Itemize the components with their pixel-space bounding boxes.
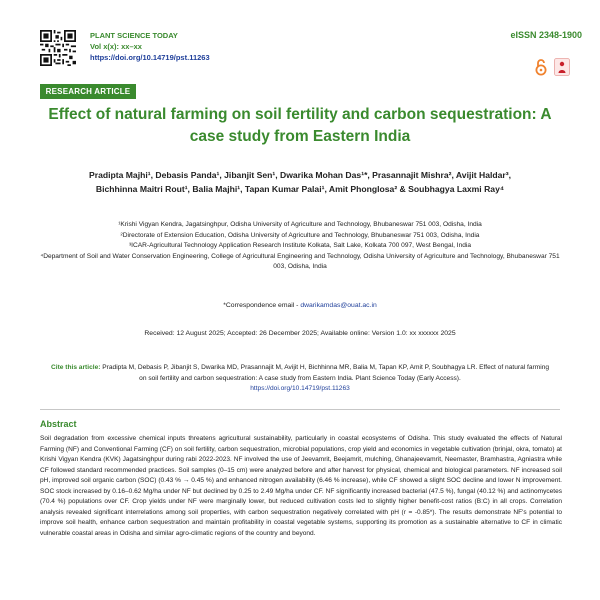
journal-info — [90, 30, 210, 63]
article-type-badge: RESEARCH ARTICLE — [40, 84, 136, 99]
abstract-heading: Abstract — [40, 419, 77, 429]
authors-line-1: Pradipta Majhi¹, Debasis Panda¹, Jibanjit Sen¹, Dwarika Mohan Das¹*, Prasannajit Mishra², Avijit Haldar³, — [89, 170, 511, 180]
affiliation-1: ¹Krishi Vigyan Kendra, Jagatsinghpur, Odisha University of Agriculture and Technology, Bhubaneswar 751 003, Odisha, India — [118, 221, 482, 228]
affiliation-3: ³ICAR-Agricultural Technology Application Research Institute Kolkata, Salt Lake, Kolkata 700 097, West Bengal, India — [128, 242, 472, 250]
open-access-icon[interactable] — [534, 58, 548, 76]
author-list — [50, 168, 550, 196]
journal-name: PLANT SCIENCE TODAY — [90, 31, 178, 40]
creative-commons-icon[interactable] — [554, 58, 570, 76]
article-title: Effect of natural farming on soil fertility and carbon sequestration: A case study from Eastern India — [48, 106, 552, 145]
affiliations — [40, 220, 560, 273]
header-doi-link[interactable]: https://doi.org/10.14719/pst.11263 — [90, 53, 210, 62]
qr-code-icon — [40, 30, 76, 66]
citation-block — [50, 363, 550, 395]
authors-line-2: Bichhinna Maitri Rout¹, Balia Majhi¹, Tapan Kumar Palai¹, Amit Phonglosa² & Soubhagya Laxmi Ray⁴ — [95, 184, 505, 194]
affiliation-2: ²Directorate of Extension Education, Odisha University of Agriculture and Technology, Bhubaneswar 751 003, Odisha, India — [120, 231, 480, 239]
correspondence — [40, 302, 560, 309]
journal-volume: Vol x(x): xx–xx — [90, 42, 142, 51]
publication-dates: Received: 12 August 2025; Accepted: 26 December 2025; Available online: Version 1.0: xx xxxxxx 2025 — [144, 330, 456, 337]
citation-text: Pradipta M, Debasis P, Jibanjit S, Dwarika MD, Prasannajit M, Avijit H, Bichhinna MR, Balia M, Tapan KP, Amit P, Soubhagya LR. Effect of natural farming on soil fertility and carbon sequestration: A case study from Eastern India. Plant Science Today (Early Access). — [100, 364, 550, 382]
correspondence-label: *Correspondence email - — [223, 302, 301, 309]
abstract-text: Soil degradation from excessive chemical inputs threatens agricultural sustainability, particularly in coastal ecosystems of Odisha. This study evaluated the effects of Natural Farming (NF) and Conventional Farming (CF) on soil fertility, carbon sequestration, microbial populations, crop yield and economics in vegetable cultivation (brinjal, okra, tomato) at Krishi Vigyan Kendra (KVK) Jagatsinghpur during rabi 2022-2023. NF involved the use of Jeevamrit, Beejamrit, mulching, Ghanajeevamrit, Neemaster, Bramhastra, Agniastra while CF followed standard recommended practices. Soil samples (0–15 cm) were analyzed before and after harvest for physical, chemical and biological parameters. NF increased soil pH, improved soil organic carbon (SOC) (0.43 % → 0.45 %) and enhanced nitrogen availability (6.46 % increase), while CF showed a slight SOC decline and lower N improvement. SOC stock increased by 0.16–0.62 Mg/ha under NF but declined by 0.25 to 2.49 Mg/ha under CF. NF significantly increased bacterial (47.5 %), fungal (40.12 %) and actinomycetes (70.4 %) populations over CF. Crop yields under NF were marginally lower, but reduced cultivation costs led to slightly higher benefit-cost ratios (B:C) in all crops. Correlation analysis revealed significant interrelations among soil properties, with carbon sequestration negatively correlated with pH (r = -0.85*). The results demonstrate NF's potential to improve soil health, enhance carbon sequestration and maintain profitability in coastal vegetable systems, supporting its promotion as a sustainable alternative to CF in climatic vulnerable coastal areas in Odisha and similar agro-climatic regions of the country and beyond. — [40, 435, 562, 537]
citation-doi-link[interactable]: https://doi.org/10.14719/pst.11263 — [250, 385, 350, 392]
section-divider — [40, 409, 560, 410]
affiliation-4: ⁴Department of Soil and Water Conservation Engineering, College of Agricultural Engineering and Technology, Odisha University of Agriculture and Technology, Bhubaneswar 751 003, Odisha, India — [40, 252, 560, 271]
eissn-label: eISSN 2348-1900 — [510, 30, 582, 40]
citation-lead: Cite this article: — [50, 364, 101, 371]
correspondence-email-link[interactable]: dwarikamdas@ouat.ac.in — [300, 302, 377, 309]
